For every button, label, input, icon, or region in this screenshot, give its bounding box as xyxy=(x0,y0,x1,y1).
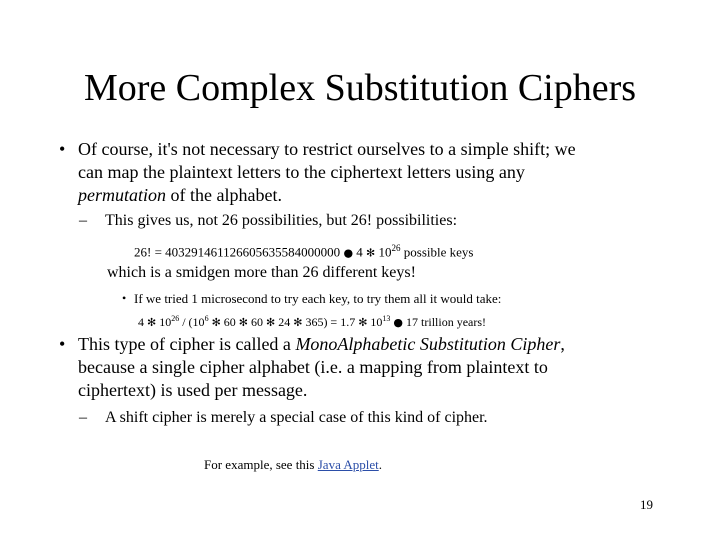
bullet-icon: • xyxy=(59,139,66,159)
times-symbol-icon: ✻ xyxy=(358,316,368,329)
bullet-permutation xyxy=(59,138,678,207)
sub-bullet-possibilities xyxy=(79,211,685,231)
smidgen-text: which is a smidgen more than 26 different keys! xyxy=(107,264,416,281)
sub-sub-bullet-microsecond: • If we tried 1 microsecond to try each key, to try them all it would take: xyxy=(122,291,502,306)
times-symbol-icon: ✻ xyxy=(147,316,157,329)
times-symbol-icon: ✻ xyxy=(211,316,221,329)
sub-bullet-text: This gives us, not 26 possibilities, but 26! possibilities: xyxy=(105,212,458,229)
times-symbol-icon: ✻ xyxy=(266,316,276,329)
page-number: 19 xyxy=(640,497,653,512)
bullet-monoalphabetic xyxy=(59,333,678,402)
emphasis-permutation: permutation xyxy=(78,185,166,205)
bullet-icon: • xyxy=(59,334,66,354)
bullet-line: can map the plaintext letters to the ciphertext letters using any xyxy=(78,162,525,182)
bullet-line: This type of cipher is called a MonoAlphabetic Substitution Cipher, xyxy=(78,334,565,354)
emphasis-monoalphabetic: MonoAlphabetic Substitution Cipher xyxy=(295,334,561,354)
java-applet-link[interactable]: Java Applet xyxy=(317,457,379,472)
times-symbol-icon: ✻ xyxy=(293,316,303,329)
bullet-line: Of course, it's not necessary to restrict ourselves to a simple shift; we xyxy=(78,139,576,159)
times-symbol-icon: ✻ xyxy=(366,246,376,260)
bullet-line: ciphertext) is used per message. xyxy=(78,380,308,400)
dash-icon: – xyxy=(79,409,87,426)
approx-symbol-icon: ● xyxy=(343,246,354,260)
time-calculation: 4 ✻ $10^{26} / (10^6$ ✻ 60 ✻ 60 ✻ 24 ✻ 365) = 1.7 ✻ $10^{13}$ ● 17 trillion years! xyxy=(138,314,487,329)
dash-icon: – xyxy=(79,212,87,229)
slide-title: More Complex Substitution Ciphers xyxy=(83,67,637,109)
bullet-line: because a single cipher alphabet (i.e. a mapping from plaintext to xyxy=(78,357,548,377)
sub-bullet-shift-cipher xyxy=(79,408,685,428)
example-line: For example, see this Java Applet. xyxy=(204,457,382,472)
bullet-line: permutation of the alphabet. xyxy=(78,185,282,205)
bullet-icon: • xyxy=(122,291,127,305)
times-symbol-icon: ✻ xyxy=(238,316,248,329)
sub-bullet-text: A shift cipher is merely a special case of this kind of cipher. xyxy=(105,409,488,426)
approx-symbol-icon: ● xyxy=(393,316,404,329)
factorial-formula: 26! = 403291461126605635584000000 ● 4 ✻ $10^{26}$ possible keys xyxy=(134,243,474,260)
